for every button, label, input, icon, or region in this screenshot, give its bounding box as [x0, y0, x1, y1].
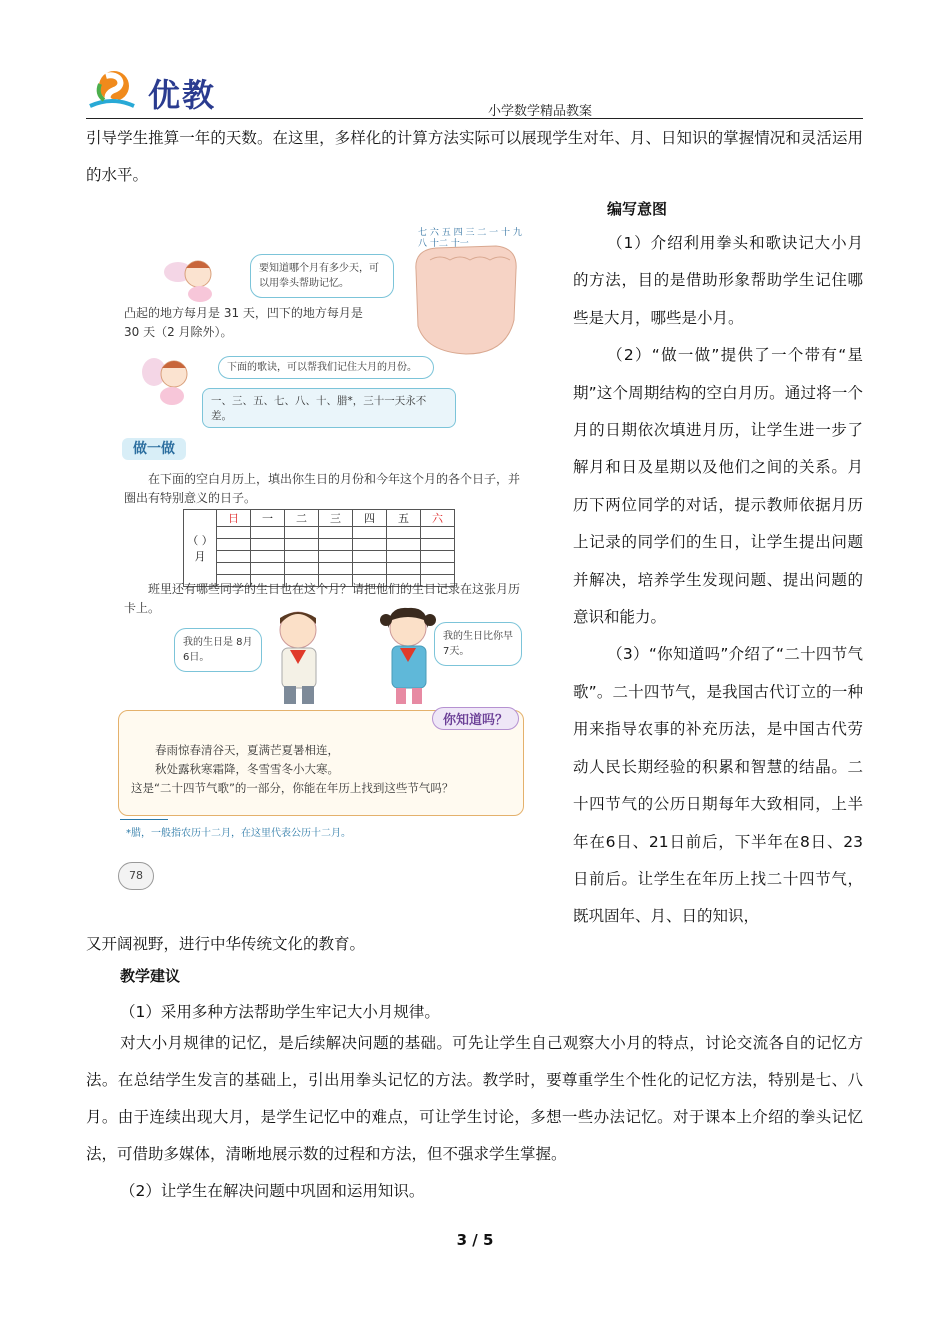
textbook-page-number: 78 [118, 862, 154, 890]
fist-month-labels: 七 六 五 四 三 二 一 十 九 八 十二 十一 [418, 228, 522, 249]
speech-bubble-song: 下面的歌诀，可以帮我们记住大月的月份。 [218, 356, 434, 379]
brand-name: 优教 [148, 76, 217, 114]
practice-task: 在下面的空白月历上，填出你生日的月份和今年这个月的各个日子，并圈出有特别意义的日子。 [124, 472, 521, 505]
weekday-header: 日 [217, 510, 251, 527]
weekday-header: 二 [285, 510, 319, 527]
poem-line-1: 春雨惊春清谷天，夏满芒夏暑相连， [155, 743, 339, 757]
calendar-question: 班里还有哪些同学的生日也在这个月？请把他们的生日记录在这张月历卡上。 [124, 582, 521, 615]
logo [86, 66, 226, 114]
suggestion-item-2: （2）让学生在解决问题中巩固和运用知识。 [120, 1182, 425, 1200]
weekday-header: 三 [319, 510, 353, 527]
boy-icon [264, 606, 334, 706]
footnote-divider [120, 819, 168, 820]
section-heading-suggestions: 教学建议 [120, 967, 181, 985]
intent-paragraph-2: （2）“做一做”提供了一个带有“星期”这个周期结构的空白月历。通过将一个月的日期依次填进月历，让学生进一步了解月和日及星期以及他们之间的关系。月历下两位同学的对话，提示教师依据月历上记录的同学们的生日，让学生提出问题并解决，培养学生发现问题、提出问题的意识和能力。 [573, 346, 863, 627]
header-divider [86, 118, 863, 119]
suggestion-body [86, 1025, 863, 1173]
suggestion-item-1: （1）采用多种方法帮助学生牢记大小月规律。 [120, 1003, 440, 1021]
speech-bubble-girl: 我的生日比你早7天。 [434, 622, 522, 666]
weekday-header: 五 [387, 510, 421, 527]
section-heading-intent: 编写意图 [607, 200, 668, 218]
header-subtitle: 小学数学精品教案 [487, 104, 592, 119]
speech-bubble-boy: 我的生日是 8月6日。 [174, 628, 262, 672]
suggestion-paragraph: 对大小月规律的记忆，是后续解决问题的基础。可先让学生自己观察大小月的特点，讨论交流各自的记忆方法。在总结学生发言的基础上，引出用拳头记忆的方法。教学时，要尊重学生个性化的记忆方法，特别是七、八月。由于连续出现大月，是学生记忆中的难点，可让学生讨论，多想一些办法记忆。对于课本上介绍的拳头记忆法，可借助多媒体，清晰地展示数的过程和方法，但不强求学生掌握。 [86, 1034, 863, 1163]
footnote: *腊，一般指农历十二月，在这里代表公历十二月。 [126, 828, 351, 839]
angel-icon [142, 348, 198, 408]
intent-paragraph-3: （3）“你知道吗”介绍了“二十四节气歌”。二十四节气，是我国古代订立的一种用来指导农事的补充历法，是中国古代劳动人民长期经验的积累和智慧的结晶。二十四节气的公历日期每年大致相同，上半年在6日、21日前后，下半年在8日、23日前后。让学生在年历上找二十四节气，既巩固年、月、日的知识， [573, 645, 863, 926]
textbook-illustration [118, 226, 528, 906]
weekday-header: 一 [251, 510, 285, 527]
calendar-month-label: （ ）月 [184, 510, 217, 587]
poem-line-2: 秋处露秋寒霜降，冬雪雪冬小大寒。 [155, 762, 339, 776]
fist-caption: 凸起的地方每月是 31 天，凹下的地方每月是 30 天（2 月除外）。 [124, 306, 363, 339]
angel-icon [164, 250, 228, 304]
blank-calendar [183, 509, 455, 587]
poem-question: 这是“二十四节气歌”的一部分，你能在年历上找到这些节气吗？ [131, 781, 454, 795]
intent-paragraph-1: （1）介绍利用拳头和歌诀记大小月的方法，目的是借助形象帮助学生记住哪些是大月，哪些是小月。 [573, 234, 863, 327]
did-you-know-box [118, 710, 524, 816]
page-number: 3 / 5 [456, 1231, 494, 1249]
continued-paragraph: 又开阔视野，进行中华传统文化的教育。 [86, 935, 366, 953]
weekday-header: 四 [353, 510, 387, 527]
month-song: 一、三、五、七、八、十、腊*，三十一天永不差。 [202, 388, 456, 428]
intro-paragraph: 引导学生推算一年的天数。在这里，多样化的计算方法实际可以展现学生对年、月、日知识的掌握情况和灵活运用的水平。 [86, 129, 863, 184]
logo-mark-icon [86, 66, 138, 114]
weekday-header: 六 [421, 510, 455, 527]
did-you-know-tag: 你知道吗？ [432, 707, 519, 730]
practice-tag: 做一做 [122, 438, 186, 460]
right-column [573, 193, 863, 936]
speech-bubble-fist: 要知道哪个月有多少天，可以用拳头帮助记忆。 [250, 254, 394, 298]
